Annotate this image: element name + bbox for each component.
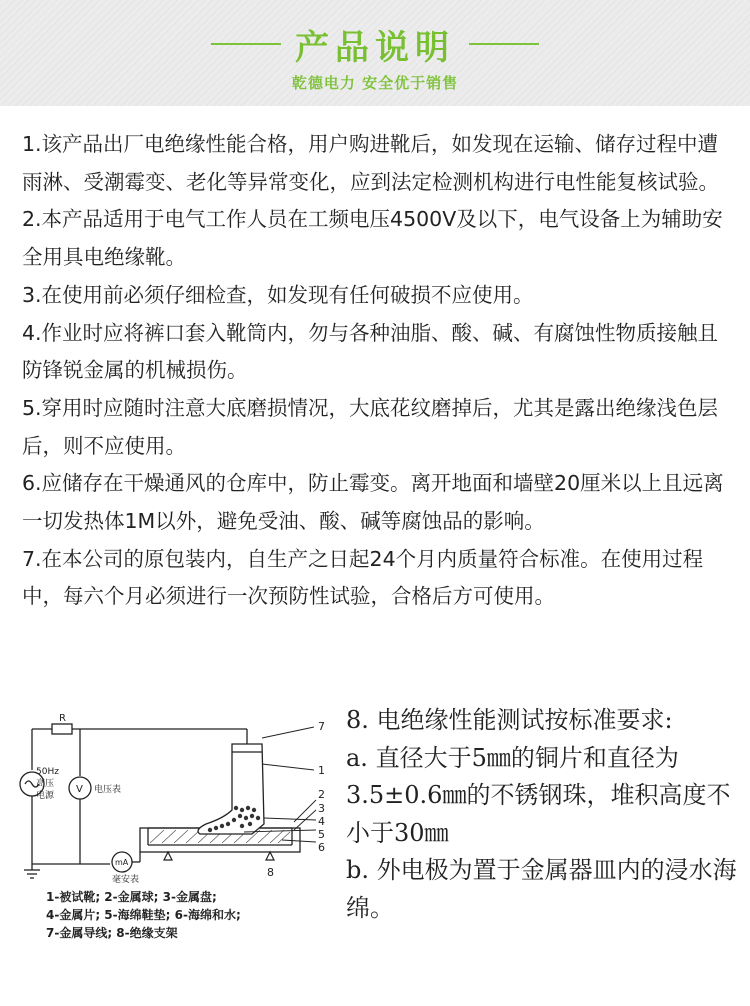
- note-item-2: 2.本产品适用于电气工作人员在工频电压4500V及以下，电气设备上为辅助安全用具电绝缘靴。: [22, 207, 723, 270]
- source-label-2: 高压: [36, 779, 55, 789]
- title-right-line: [469, 43, 539, 45]
- requirement-b: b. 外电极为置于金属器皿内的浸水海绵。: [346, 856, 737, 922]
- source-label-3: 电源: [36, 791, 55, 801]
- resistor-label: R: [59, 713, 66, 724]
- note-item-6: 6.应储存在干燥通风的仓库中，防止霉变。离开地面和墙壁20厘米以上且远离一切发热体1M以外，避免受油、酸、碱等腐蚀品的影响。: [22, 471, 724, 534]
- title-left-line: [211, 43, 281, 45]
- page-title: 产品说明: [295, 27, 455, 68]
- voltmeter-symbol: V: [76, 784, 83, 795]
- callout-2: 2: [318, 788, 325, 801]
- ammeter-symbol: mA: [115, 858, 129, 867]
- page-subtitle: 乾德电力 安全优于销售: [291, 74, 459, 92]
- resistor-icon: [52, 724, 72, 734]
- requirements-heading: 8. 电绝缘性能测试按标准要求:: [346, 706, 673, 734]
- test-requirements: [346, 702, 742, 928]
- note-item-5: 5.穿用时应随时注意大底磨损情况，大底花纹磨掉后，尤其是露出绝缘浅色层后，则不应使用。: [22, 395, 719, 458]
- callout-4: 4: [318, 815, 325, 828]
- callout-5: 5: [318, 828, 325, 841]
- boot-icon: [198, 744, 264, 834]
- callout-3: 3: [318, 802, 325, 815]
- legend-line-2: 4-金属片; 5-海绵鞋垫; 6-海绵和水;: [46, 908, 241, 922]
- note-item-4: 4.作业时应将裤口套入靴筒内，勿与各种油脂、酸、碱、有腐蚀性物质接触且防锋锐金属的机械损伤。: [22, 320, 719, 383]
- header-banner: [0, 0, 750, 106]
- callout-8: 8: [267, 866, 274, 879]
- ammeter-label: 毫安表: [112, 875, 140, 885]
- title-row: [0, 22, 750, 66]
- circuit-svg: [14, 700, 344, 890]
- note-item-1: 1.该产品出厂电绝缘性能合格，用户购进靴后，如发现在运输、储存过程中遭雨淋、受潮霉变、老化等异常变化，应到法定检测机构进行电性能复核试验。: [22, 132, 719, 194]
- legend-line-1: 1-被试靴; 2-金属球; 3-金属盘;: [46, 890, 217, 904]
- product-notes: [22, 126, 732, 616]
- callout-6: 6: [318, 841, 325, 854]
- callout-1: 1: [318, 764, 325, 777]
- callout-7: 7: [318, 720, 325, 733]
- requirement-a: a. 直径大于5㎜的铜片和直径为3.5±0.6㎜的不锈钢珠，堆积高度不小于30㎜: [346, 743, 731, 847]
- source-label-1: 50Hz: [36, 767, 59, 777]
- note-item-3: 3.在使用前必须仔细检查，如发现有任何破损不应使用。: [22, 282, 534, 307]
- legend-line-3: 7-金属导线; 8-绝缘支架: [46, 926, 178, 940]
- diagram-legend: [46, 888, 336, 942]
- voltmeter-label: 电压表: [94, 785, 122, 795]
- note-item-7: 7.在本公司的原包装内，自生产之日起24个月内质量符合标准。在使用过程中，每六个月必须进行一次预防性试验，合格后方可使用。: [22, 546, 704, 609]
